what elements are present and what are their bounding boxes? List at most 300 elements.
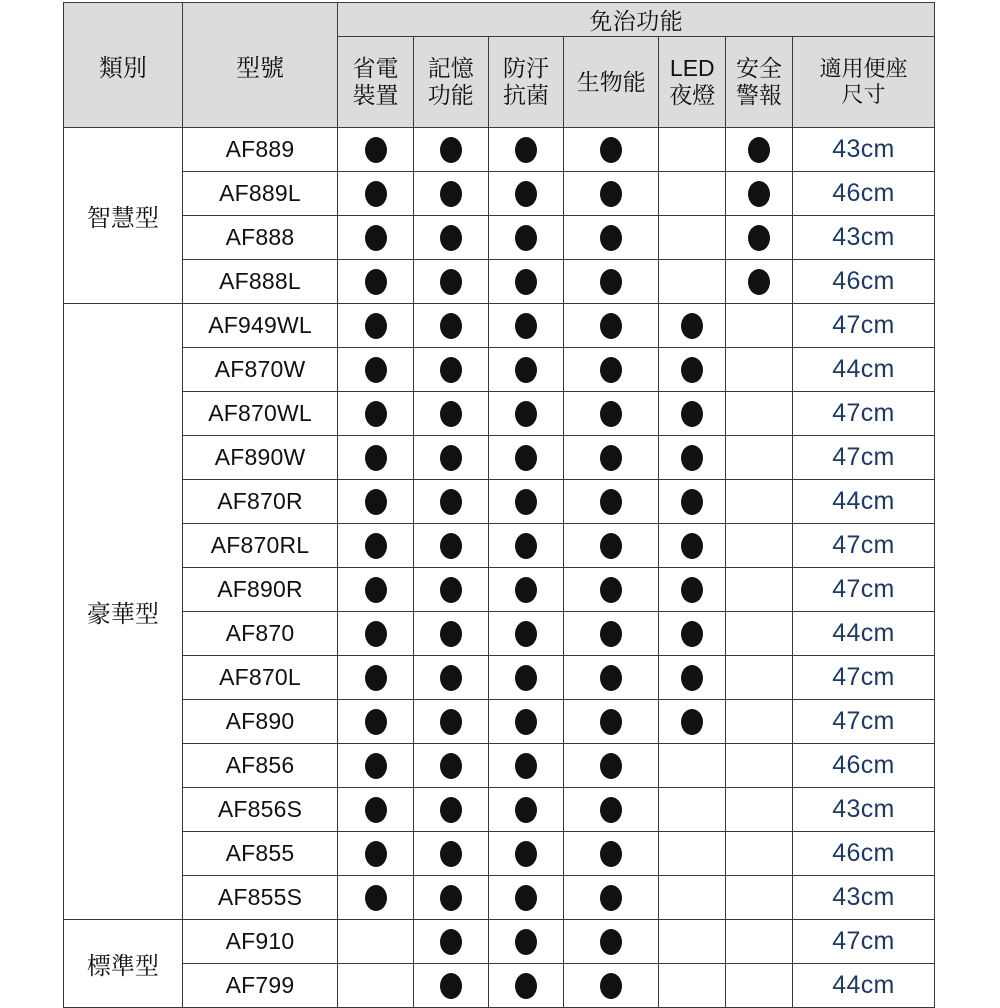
header-feature-antifoul — [488, 37, 563, 128]
feature-cell-power-save — [338, 216, 413, 260]
header-feature-antifoul-line2: 抗菌 — [502, 82, 549, 108]
header-feature-antifoul-line1: 防汙 — [502, 55, 549, 82]
filled-dot-icon — [365, 489, 387, 515]
filled-dot-icon — [681, 621, 703, 647]
feature-cell-memory — [413, 348, 488, 392]
feature-cell-safety — [726, 656, 793, 700]
feature-cell-led — [659, 436, 726, 480]
filled-dot-icon — [440, 885, 462, 911]
feature-cell-led — [659, 480, 726, 524]
feature-cell-safety — [726, 788, 793, 832]
table-row — [64, 216, 935, 260]
feature-cell-led — [659, 964, 726, 1008]
filled-dot-icon — [600, 489, 622, 515]
feature-cell-led — [659, 612, 726, 656]
header-feature-power-save — [338, 37, 413, 128]
seat-size-cell: 47cm — [792, 656, 934, 700]
feature-cell-led — [659, 876, 726, 920]
feature-cell-memory — [413, 260, 488, 304]
feature-cell-memory — [413, 832, 488, 876]
filled-dot-icon — [440, 269, 462, 295]
feature-cell-power-save — [338, 348, 413, 392]
feature-cell-led — [659, 744, 726, 788]
feature-cell-safety — [726, 964, 793, 1008]
table-row — [64, 656, 935, 700]
feature-cell-power-save — [338, 700, 413, 744]
filled-dot-icon — [748, 137, 770, 163]
filled-dot-icon — [365, 137, 387, 163]
feature-cell-led — [659, 172, 726, 216]
model-cell: AF890R — [182, 568, 338, 612]
feature-cell-bio — [564, 612, 659, 656]
feature-cell-bio — [564, 788, 659, 832]
feature-cell-bio — [564, 304, 659, 348]
filled-dot-icon — [440, 445, 462, 471]
feature-cell-memory — [413, 216, 488, 260]
filled-dot-icon — [440, 181, 462, 207]
filled-dot-icon — [600, 577, 622, 603]
feature-cell-memory — [413, 524, 488, 568]
filled-dot-icon — [600, 137, 622, 163]
filled-dot-icon — [600, 797, 622, 823]
feature-cell-safety — [726, 216, 793, 260]
feature-cell-bio — [564, 392, 659, 436]
model-cell: AF870WL — [182, 392, 338, 436]
filled-dot-icon — [600, 445, 622, 471]
model-cell: AF870RL — [182, 524, 338, 568]
feature-cell-antifoul — [488, 876, 563, 920]
feature-cell-led — [659, 568, 726, 612]
filled-dot-icon — [440, 357, 462, 383]
feature-cell-antifoul — [488, 568, 563, 612]
feature-cell-antifoul — [488, 832, 563, 876]
filled-dot-icon — [440, 753, 462, 779]
filled-dot-icon — [515, 533, 537, 559]
model-cell: AF856 — [182, 744, 338, 788]
feature-cell-safety — [726, 744, 793, 788]
feature-cell-bio — [564, 172, 659, 216]
feature-cell-power-save — [338, 480, 413, 524]
seat-size-cell: 43cm — [792, 216, 934, 260]
filled-dot-icon — [440, 665, 462, 691]
filled-dot-icon — [515, 445, 537, 471]
feature-cell-power-save — [338, 128, 413, 172]
feature-cell-memory — [413, 480, 488, 524]
seat-size-cell: 47cm — [792, 568, 934, 612]
table-row — [64, 480, 935, 524]
feature-cell-safety — [726, 612, 793, 656]
filled-dot-icon — [365, 401, 387, 427]
feature-cell-memory — [413, 304, 488, 348]
feature-cell-safety — [726, 524, 793, 568]
feature-cell-antifoul — [488, 436, 563, 480]
header-feature-memory-line1: 記憶 — [427, 55, 474, 82]
table-row — [64, 128, 935, 172]
filled-dot-icon — [365, 357, 387, 383]
filled-dot-icon — [440, 841, 462, 867]
feature-cell-led — [659, 832, 726, 876]
table-body — [64, 128, 935, 1008]
header-feature-memory — [413, 37, 488, 128]
table-row — [64, 392, 935, 436]
header-feature-memory-line2: 功能 — [427, 82, 474, 108]
seat-size-cell: 47cm — [792, 392, 934, 436]
seat-size-cell: 47cm — [792, 920, 934, 964]
filled-dot-icon — [681, 709, 703, 735]
feature-cell-antifoul — [488, 964, 563, 1008]
filled-dot-icon — [515, 269, 537, 295]
header-seat-size-line2: 尺寸 — [841, 82, 886, 107]
model-cell: AF889 — [182, 128, 338, 172]
filled-dot-icon — [600, 533, 622, 559]
filled-dot-icon — [600, 401, 622, 427]
table-row — [64, 964, 935, 1008]
filled-dot-icon — [365, 665, 387, 691]
feature-cell-bio — [564, 700, 659, 744]
feature-cell-led — [659, 392, 726, 436]
table-row — [64, 260, 935, 304]
filled-dot-icon — [515, 225, 537, 251]
filled-dot-icon — [681, 489, 703, 515]
seat-size-cell: 44cm — [792, 348, 934, 392]
filled-dot-icon — [515, 665, 537, 691]
feature-cell-power-save — [338, 964, 413, 1008]
feature-cell-bio — [564, 568, 659, 612]
filled-dot-icon — [365, 709, 387, 735]
feature-cell-power-save — [338, 260, 413, 304]
feature-cell-power-save — [338, 876, 413, 920]
filled-dot-icon — [600, 753, 622, 779]
header-feature-led-line1: LED — [669, 55, 715, 82]
table-row — [64, 876, 935, 920]
category-cell: 智慧型 — [64, 128, 183, 304]
header-group-washlet-functions: 免治功能 — [338, 3, 935, 37]
header-feature-led-line2: 夜燈 — [669, 82, 716, 108]
filled-dot-icon — [365, 621, 387, 647]
filled-dot-icon — [440, 577, 462, 603]
feature-cell-led — [659, 788, 726, 832]
feature-cell-safety — [726, 172, 793, 216]
header-feature-bio — [564, 37, 659, 128]
feature-cell-safety — [726, 128, 793, 172]
feature-cell-antifoul — [488, 656, 563, 700]
filled-dot-icon — [440, 709, 462, 735]
header-feature-power-save-line1: 省電 — [352, 55, 399, 82]
feature-cell-antifoul — [488, 524, 563, 568]
filled-dot-icon — [515, 137, 537, 163]
feature-cell-safety — [726, 568, 793, 612]
feature-cell-memory — [413, 920, 488, 964]
filled-dot-icon — [440, 313, 462, 339]
filled-dot-icon — [600, 313, 622, 339]
filled-dot-icon — [365, 797, 387, 823]
feature-cell-led — [659, 304, 726, 348]
model-cell: AF856S — [182, 788, 338, 832]
seat-size-cell: 47cm — [792, 436, 934, 480]
feature-cell-safety — [726, 832, 793, 876]
feature-cell-power-save — [338, 612, 413, 656]
table-row — [64, 172, 935, 216]
filled-dot-icon — [600, 929, 622, 955]
filled-dot-icon — [515, 577, 537, 603]
filled-dot-icon — [365, 181, 387, 207]
filled-dot-icon — [600, 225, 622, 251]
header-category: 類別 — [64, 3, 183, 128]
model-cell: AF949WL — [182, 304, 338, 348]
feature-cell-memory — [413, 172, 488, 216]
feature-cell-antifoul — [488, 480, 563, 524]
filled-dot-icon — [748, 181, 770, 207]
header-feature-bio-line1: 生物能 — [576, 68, 646, 95]
feature-cell-power-save — [338, 920, 413, 964]
model-cell: AF855 — [182, 832, 338, 876]
filled-dot-icon — [515, 357, 537, 383]
seat-size-cell: 47cm — [792, 524, 934, 568]
table-row — [64, 612, 935, 656]
feature-cell-bio — [564, 832, 659, 876]
category-cell: 豪華型 — [64, 304, 183, 920]
feature-cell-bio — [564, 128, 659, 172]
filled-dot-icon — [440, 401, 462, 427]
feature-cell-bio — [564, 436, 659, 480]
filled-dot-icon — [681, 533, 703, 559]
table-row — [64, 788, 935, 832]
model-cell: AF870L — [182, 656, 338, 700]
header-seat-size-line1: 適用便座 — [819, 56, 908, 82]
feature-cell-memory — [413, 700, 488, 744]
feature-cell-bio — [564, 744, 659, 788]
feature-cell-bio — [564, 348, 659, 392]
filled-dot-icon — [440, 929, 462, 955]
filled-dot-icon — [365, 269, 387, 295]
feature-cell-antifoul — [488, 172, 563, 216]
feature-cell-led — [659, 656, 726, 700]
feature-cell-power-save — [338, 172, 413, 216]
seat-size-cell: 44cm — [792, 612, 934, 656]
seat-size-cell: 44cm — [792, 964, 934, 1008]
filled-dot-icon — [515, 885, 537, 911]
feature-cell-antifoul — [488, 128, 563, 172]
feature-cell-antifoul — [488, 788, 563, 832]
filled-dot-icon — [365, 445, 387, 471]
model-cell: AF799 — [182, 964, 338, 1008]
feature-cell-bio — [564, 656, 659, 700]
filled-dot-icon — [365, 225, 387, 251]
model-cell: AF889L — [182, 172, 338, 216]
feature-cell-led — [659, 524, 726, 568]
filled-dot-icon — [515, 797, 537, 823]
feature-cell-bio — [564, 524, 659, 568]
filled-dot-icon — [365, 885, 387, 911]
feature-cell-bio — [564, 480, 659, 524]
filled-dot-icon — [600, 841, 622, 867]
filled-dot-icon — [600, 709, 622, 735]
feature-cell-power-save — [338, 744, 413, 788]
table-row — [64, 304, 935, 348]
filled-dot-icon — [365, 753, 387, 779]
feature-cell-power-save — [338, 832, 413, 876]
feature-cell-safety — [726, 920, 793, 964]
filled-dot-icon — [600, 181, 622, 207]
feature-cell-memory — [413, 568, 488, 612]
feature-cell-safety — [726, 480, 793, 524]
filled-dot-icon — [600, 665, 622, 691]
feature-cell-power-save — [338, 304, 413, 348]
model-cell: AF910 — [182, 920, 338, 964]
feature-cell-safety — [726, 436, 793, 480]
filled-dot-icon — [440, 621, 462, 647]
feature-cell-led — [659, 216, 726, 260]
feature-cell-led — [659, 920, 726, 964]
feature-cell-bio — [564, 260, 659, 304]
filled-dot-icon — [515, 753, 537, 779]
header-feature-safety-line1: 安全 — [736, 55, 783, 82]
filled-dot-icon — [600, 621, 622, 647]
feature-cell-antifoul — [488, 612, 563, 656]
filled-dot-icon — [681, 401, 703, 427]
filled-dot-icon — [681, 665, 703, 691]
table-row — [64, 348, 935, 392]
model-cell: AF890 — [182, 700, 338, 744]
feature-cell-safety — [726, 348, 793, 392]
model-cell: AF888 — [182, 216, 338, 260]
seat-size-cell: 44cm — [792, 480, 934, 524]
feature-cell-memory — [413, 436, 488, 480]
feature-cell-bio — [564, 876, 659, 920]
filled-dot-icon — [440, 489, 462, 515]
filled-dot-icon — [681, 577, 703, 603]
seat-size-cell: 43cm — [792, 876, 934, 920]
feature-cell-power-save — [338, 656, 413, 700]
seat-size-cell: 47cm — [792, 700, 934, 744]
feature-cell-antifoul — [488, 348, 563, 392]
seat-size-cell: 43cm — [792, 788, 934, 832]
seat-size-cell: 46cm — [792, 832, 934, 876]
feature-cell-memory — [413, 128, 488, 172]
filled-dot-icon — [515, 621, 537, 647]
feature-cell-antifoul — [488, 700, 563, 744]
feature-cell-safety — [726, 304, 793, 348]
filled-dot-icon — [681, 313, 703, 339]
filled-dot-icon — [365, 577, 387, 603]
feature-cell-led — [659, 128, 726, 172]
model-cell: AF870 — [182, 612, 338, 656]
feature-cell-bio — [564, 920, 659, 964]
table-row — [64, 524, 935, 568]
feature-cell-memory — [413, 876, 488, 920]
seat-size-cell: 47cm — [792, 304, 934, 348]
filled-dot-icon — [440, 533, 462, 559]
filled-dot-icon — [515, 401, 537, 427]
table-row — [64, 744, 935, 788]
feature-cell-memory — [413, 964, 488, 1008]
model-cell: AF888L — [182, 260, 338, 304]
header-feature-power-save-line2: 裝置 — [352, 82, 399, 108]
feature-cell-bio — [564, 964, 659, 1008]
table-row — [64, 436, 935, 480]
category-cell: 標準型 — [64, 920, 183, 1008]
table-row — [64, 832, 935, 876]
seat-size-cell: 43cm — [792, 128, 934, 172]
feature-cell-antifoul — [488, 304, 563, 348]
filled-dot-icon — [515, 489, 537, 515]
filled-dot-icon — [600, 973, 622, 999]
seat-size-cell: 46cm — [792, 744, 934, 788]
feature-cell-safety — [726, 392, 793, 436]
filled-dot-icon — [365, 313, 387, 339]
feature-cell-power-save — [338, 392, 413, 436]
feature-cell-antifoul — [488, 920, 563, 964]
feature-cell-memory — [413, 744, 488, 788]
filled-dot-icon — [365, 533, 387, 559]
seat-size-cell: 46cm — [792, 260, 934, 304]
header-feature-safety — [726, 37, 793, 128]
feature-cell-memory — [413, 612, 488, 656]
feature-cell-power-save — [338, 568, 413, 612]
filled-dot-icon — [600, 269, 622, 295]
feature-cell-antifoul — [488, 744, 563, 788]
header-row-group — [64, 3, 935, 37]
table-row — [64, 920, 935, 964]
header-seat-size — [792, 37, 934, 128]
feature-cell-power-save — [338, 524, 413, 568]
header-feature-led — [659, 37, 726, 128]
feature-cell-antifoul — [488, 392, 563, 436]
feature-cell-bio — [564, 216, 659, 260]
filled-dot-icon — [515, 973, 537, 999]
filled-dot-icon — [440, 137, 462, 163]
feature-cell-led — [659, 260, 726, 304]
feature-cell-antifoul — [488, 260, 563, 304]
filled-dot-icon — [681, 445, 703, 471]
feature-cell-led — [659, 700, 726, 744]
filled-dot-icon — [440, 797, 462, 823]
table-row — [64, 700, 935, 744]
feature-cell-memory — [413, 788, 488, 832]
header-feature-safety-line2: 警報 — [736, 82, 783, 108]
feature-cell-memory — [413, 392, 488, 436]
filled-dot-icon — [600, 357, 622, 383]
header-model: 型號 — [182, 3, 338, 128]
filled-dot-icon — [515, 841, 537, 867]
filled-dot-icon — [515, 929, 537, 955]
model-cell: AF870W — [182, 348, 338, 392]
filled-dot-icon — [515, 313, 537, 339]
feature-cell-power-save — [338, 788, 413, 832]
table-header — [64, 3, 935, 128]
filled-dot-icon — [748, 225, 770, 251]
filled-dot-icon — [515, 181, 537, 207]
feature-cell-memory — [413, 656, 488, 700]
feature-cell-safety — [726, 876, 793, 920]
feature-cell-safety — [726, 260, 793, 304]
model-cell: AF890W — [182, 436, 338, 480]
feature-cell-antifoul — [488, 216, 563, 260]
filled-dot-icon — [440, 973, 462, 999]
table-row — [64, 568, 935, 612]
filled-dot-icon — [600, 885, 622, 911]
filled-dot-icon — [365, 841, 387, 867]
seat-size-cell: 46cm — [792, 172, 934, 216]
filled-dot-icon — [515, 709, 537, 735]
product-spec-table — [63, 2, 935, 1008]
feature-cell-led — [659, 348, 726, 392]
filled-dot-icon — [440, 225, 462, 251]
feature-cell-safety — [726, 700, 793, 744]
model-cell: AF870R — [182, 480, 338, 524]
filled-dot-icon — [748, 269, 770, 295]
filled-dot-icon — [681, 357, 703, 383]
